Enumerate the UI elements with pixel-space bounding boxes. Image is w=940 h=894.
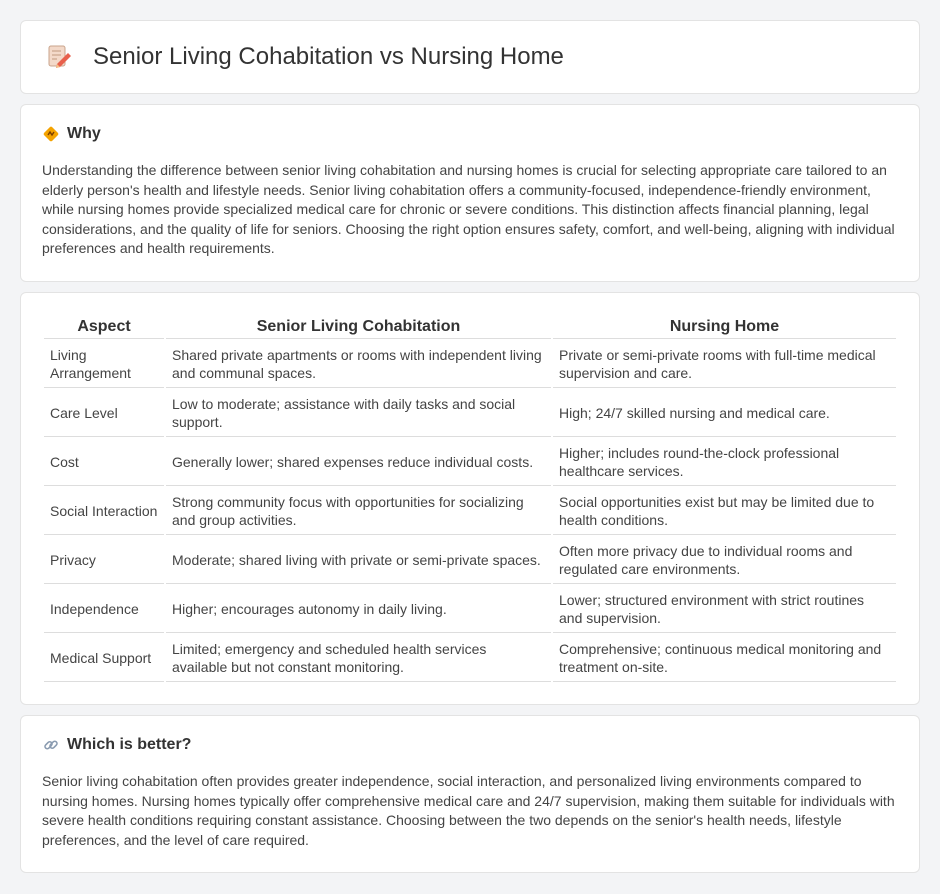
row-nursing-home: Lower; structured environment with strict routines and supervision. (553, 586, 896, 633)
row-senior-living: Shared private apartments or rooms with independent living and communal spaces. (166, 341, 551, 388)
row-nursing-home: Private or semi-private rooms with full-time medical supervision and care. (553, 341, 896, 388)
pencil-document-icon (45, 43, 73, 71)
why-section (20, 104, 920, 282)
why-heading (42, 125, 898, 143)
row-aspect: Living Arrangement (44, 341, 164, 388)
table-header-row (44, 316, 896, 339)
link-icon (42, 736, 60, 754)
comparison-card (20, 292, 920, 705)
title-card (20, 20, 920, 94)
table-row (44, 635, 896, 682)
comparison-table (42, 314, 898, 684)
better-text: Senior living cohabitation often provides greater independence, social interaction, and personalized living environments compared to nursing homes. Nursing homes typically offer comprehensive medical care and 24/7 supervision, making them suitable for individuals with severe health conditions requiring constant assistance. Choosing between the two depends on the senior's health needs, lifestyle preferences, and the level of care required. (42, 772, 895, 848)
header-senior-living: Senior Living Cohabitation (166, 316, 551, 339)
row-nursing-home: Higher; includes round-the-clock professional healthcare services. (553, 439, 896, 486)
row-aspect: Medical Support (44, 635, 164, 682)
row-senior-living: Low to moderate; assistance with daily tasks and social support. (166, 390, 551, 437)
page-title: Senior Living Cohabitation vs Nursing Home (93, 43, 564, 70)
table-row (44, 586, 896, 633)
row-senior-living: Moderate; shared living with private or semi-private spaces. (166, 537, 551, 584)
row-nursing-home: High; 24/7 skilled nursing and medical care. (553, 390, 896, 437)
better-heading-label: Which is better? (67, 735, 192, 753)
row-senior-living: Strong community focus with opportunities for socializing and group activities. (166, 488, 551, 535)
table-row (44, 537, 896, 584)
row-nursing-home: Social opportunities exist but may be limited due to health conditions. (553, 488, 896, 535)
signpost-icon (42, 125, 60, 143)
row-aspect: Independence (44, 586, 164, 633)
header-aspect: Aspect (44, 316, 164, 339)
header-nursing-home: Nursing Home (553, 316, 896, 339)
row-nursing-home: Comprehensive; continuous medical monitoring and treatment on-site. (553, 635, 896, 682)
row-aspect: Social Interaction (44, 488, 164, 535)
row-nursing-home: Often more privacy due to individual rooms and regulated care environments. (553, 537, 896, 584)
table-row (44, 390, 896, 437)
table-row (44, 341, 896, 388)
why-text: Understanding the difference between senior living cohabitation and nursing homes is crucial for selecting appropriate care tailored to an elderly person's health and lifestyle needs. Senior living cohabitation offers a community-focused, independence-friendly environment, while nursing homes provide specialized medical care for chronic or severe conditions. This distinction affects financial planning, legal considerations, and the quality of life for seniors. Choosing the right option ensures safety, comfort, and well-being, aligning with individual preferences and health requirements. (42, 162, 895, 257)
row-senior-living: Generally lower; shared expenses reduce individual costs. (166, 439, 551, 486)
table-row (44, 439, 896, 486)
why-heading-label: Why (67, 125, 101, 142)
row-aspect: Cost (44, 439, 164, 486)
better-section (20, 715, 920, 873)
better-heading (42, 736, 898, 754)
table-row (44, 488, 896, 535)
row-aspect: Care Level (44, 390, 164, 437)
row-senior-living: Limited; emergency and scheduled health services available but not constant monitoring. (166, 635, 551, 682)
row-senior-living: Higher; encourages autonomy in daily living. (166, 586, 551, 633)
row-aspect: Privacy (44, 537, 164, 584)
